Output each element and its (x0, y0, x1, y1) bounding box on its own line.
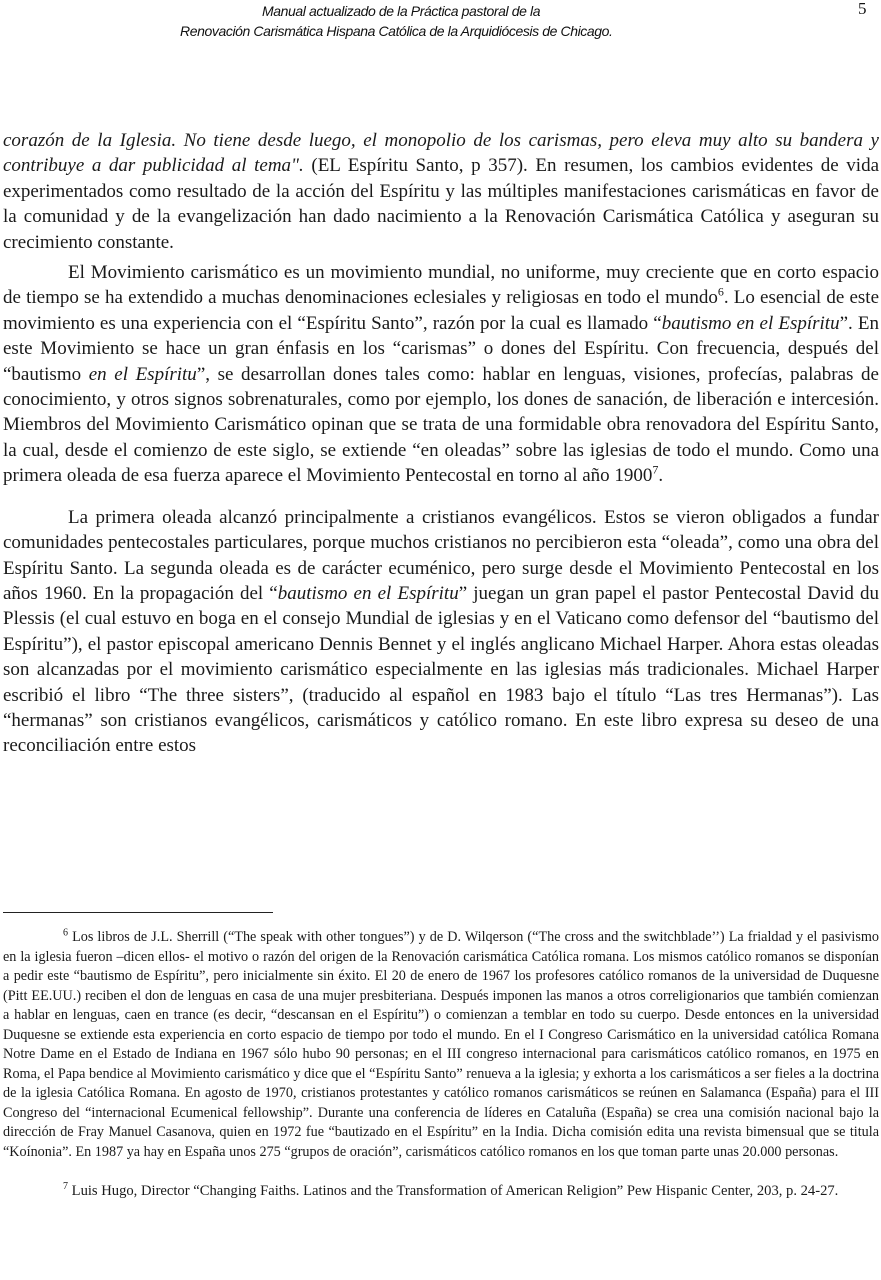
footnote-6-text: Los libros de J.L. Sherrill (“The speak with other tongues”) y de D. Wilqerson (“The cross and the switchblade’’) La frialdad y el pasivismo en la iglesia fueron –dicen ellos- el motivo o razón del origen de la Renovación carismática Católica romana. Los mismos católico romanos se disponían a pedir este “bautismo de Espíritu”, pero inicialmente sin éxito. El 20 de enero de 1967 los profesores católico romanos de la universidad de Duquesne (Pitt EE.UU.) reciben el don de lenguas en casa de una mujer presbiteriana. Después imponen las manos a otros correligionarios que también comienzan a hablar en lenguas, caen en trance (es decir, “descansan en el Espíritu”) o comienzan a temblar en todo su cuerpo. Desde entonces en la universidad Duquesne se extiende esta experiencia en corto espacio de tiempo por todo el mundo. En el I Congreso Carismático en la universidad católica Romana Notre Dame en el Estado de Indiana en 1967 sólo hubo 90 personas; en el III congreso internacional para carismáticos católico romanos, en 1975 en Roma, el Papa bendice al Movimiento carismático y dice que el “Espíritu Santo” renueva a la iglesia; y exhorta a los carismáticos a ser fieles a la doctrina de la iglesia Católica Romana. En agosto de 1970, cristianos protestantes y católico romanos carismáticos se reúnen en Salamanca (España) para el III Congreso del “internacional Ecumenical fellowship”. Durante una conferencia de líderes en Cataluña (España) se crea una comisión nacional bajo la dirección de Fray Manuel Casanova, quien en 1972 fue “bautizado en el Espíritu” en la India. Dicha comisión edita una revista bimensual que se titula “Koínonia”. En 1987 ya hay en España unos 275 “grupos de oración”, carismáticos católico romanos en los que toman parte unas 20.000 personas. (3, 929, 879, 1160)
paragraph-3 (3, 505, 879, 759)
footnote-7 (3, 1182, 879, 1202)
footnote-6-mark: 6 (63, 927, 68, 939)
footnotes (3, 928, 879, 1202)
footnote-separator (3, 912, 273, 913)
footnote-7-mark: 7 (63, 1181, 68, 1193)
footnote-ref-7[interactable]: 7 (652, 462, 659, 477)
page-number: 5 (858, 0, 867, 18)
paragraph-2-text-d: ”, se desarrollan dones tales como: hablar en lenguas, visiones, profecías, palabras de conocimiento, y otros signos sobrenaturales, como por ejemplo, los dones de sanación, de liberación e intercesión. Miembros del Movimiento Carismático opinan que se trata de una formidable obra renovadora del Espíritu Santo, la cual, desde el comienzo de este siglo, se extiende “en oleadas” sobre las iglesias de todo el mundo. Como una primera oleada de esa fuerza aparece el Movimiento Pentecostal en torno al año 1900 (3, 363, 879, 487)
paragraph-3-text-b: ” juegan un gran papel el pastor Pentecostal David du Plessis (el cual estuvo en boga en el consejo Mundial de iglesias y en el Vaticano como defensor del “bautismo del Espíritu”), el pastor episcopal americano Dennis Bennet y el inglés anglicano Michael Harper. Ahora estas oleadas son alcanzadas por el movimiento carismático especialmente en las iglesias más tradicionales. Michael Harper escribió el libro “The three sisters”, (traducido al español en 1983 bajo el título “Las tres Hermanas”). Las “hermanas” son cristianos evangélicos, carismáticos y católico romano. En este libro expresa su deseo de una reconciliación entre estos (3, 582, 879, 757)
paragraph-2-italic-2: en el Espíritu (88, 363, 197, 385)
paragraph-1-italic-quote: corazón de la Iglesia. No tiene desde luego, el monopolio de los carismas, pero eleva muy alto su bandera y contribuye a dar publicidad al tema". (3, 130, 879, 177)
body-text (3, 128, 879, 759)
paragraph-2-text-e: . (658, 465, 664, 487)
header-title-line-1: Manual actualizado de la Práctica pastoral de la (262, 3, 541, 19)
paragraph-2 (3, 260, 879, 489)
header-title-line-2: Renovación Carismática Hispana Católica de la Arquidiócesis de Chicago. (180, 23, 613, 39)
footnote-6 (3, 928, 879, 1162)
footnote-ref-6[interactable]: 6 (717, 285, 724, 300)
paragraph-1-text: (EL Espíritu Santo, p 357). En resumen, los cambios evidentes de vida experimentados como resultado de la acción del Espíritu y las múltiples manifestaciones carismáticas en favor de la comunidad y de la evangelización han dado nacimiento a la Renovación Carismática Católica y aseguran su crecimiento constante. (3, 155, 879, 253)
paragraph-2-text-b: . Lo esencial de este movimiento es una experiencia con el “Espíritu Santo”, razón por la cual es llamado “ (3, 287, 880, 334)
paragraph-3-italic: bautismo en el Espíritu (277, 582, 459, 604)
paragraph-1 (3, 128, 879, 255)
paragraph-2-text-a: El Movimiento carismático es un movimiento mundial, no uniforme, muy creciente que en corto espacio de tiempo se ha extendido a muchas denominaciones eclesiales y religiosas en todo el mundo (3, 262, 879, 309)
running-header (0, 2, 881, 46)
paragraph-2-text-c: ”. En este Movimiento se hace un gran énfasis en los “carismas” o dones del Espíritu. Con frecuencia, después del “bautismo (3, 312, 879, 385)
paragraph-2-italic-1: bautismo en el Espíritu (661, 312, 840, 334)
footnote-7-text: Luis Hugo, Director “Changing Faiths. Latinos and the Transformation of American Religion” Pew Hispanic Center, 203, p. 24-27. (68, 1183, 839, 1199)
paragraph-3-text-a: La primera oleada alcanzó principalmente a cristianos evangélicos. Estos se vieron obligados a fundar comunidades pentecostales particulares, porque muchos cristianos no percibieron esta “oleada”, como una obra del Espíritu Santo. La segunda oleada es de carácter ecuménico, pero surge desde el Movimiento Pentecostal en los años 1960. En la propagación del “ (3, 506, 879, 604)
